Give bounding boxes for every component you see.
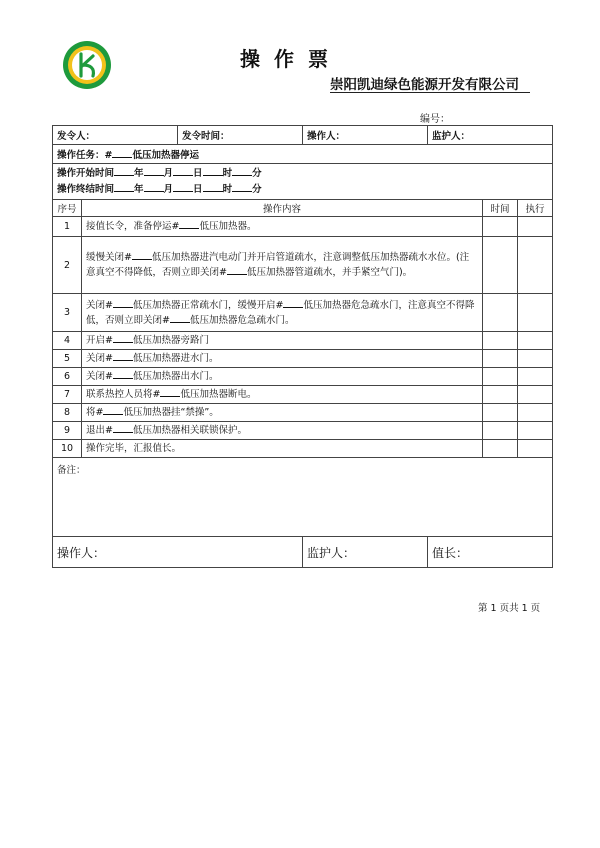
time-cell[interactable] (483, 440, 518, 458)
table-row: 3 关闭# 低压加热器正常疏水门，缓慢开启# 低压加热器危急疏水门，注意真空不得降低，否则立即关闭# 低压加热器危急疏水门。 (53, 294, 553, 332)
exec-cell[interactable] (518, 368, 553, 386)
time-cell[interactable] (483, 237, 518, 294)
time-fields (53, 164, 553, 200)
task-row (53, 145, 553, 164)
time-cell[interactable] (483, 350, 518, 368)
table-row: 5 关闭# 低压加热器进水门。 (53, 350, 553, 368)
table-row: 4 开启# 低压加热器旁路门 (53, 332, 553, 350)
header-info-row (53, 126, 553, 145)
notes-row (53, 458, 553, 537)
shift-leader-signature[interactable]: 值长： (428, 537, 553, 568)
task-name: 低压加热器停运 (132, 150, 199, 161)
table-row: 8 将# 低压加热器挂“禁操”。 (53, 404, 553, 422)
time-cell[interactable] (483, 368, 518, 386)
time-cell[interactable] (483, 386, 518, 404)
time-cell[interactable] (483, 332, 518, 350)
col-exec-header: 执行 (518, 200, 553, 217)
page-number: 第 1 页共 1 页 (478, 603, 541, 614)
company-logo (62, 40, 112, 90)
end-time-line[interactable]: 操作终结时间 年 月 日 时 分 (57, 183, 262, 195)
exec-cell[interactable] (518, 350, 553, 368)
exec-cell[interactable] (518, 422, 553, 440)
signature-row (53, 537, 553, 568)
serial-number-label: 编号： (420, 114, 450, 125)
col-content-header: 操作内容 (82, 200, 483, 217)
operator-field[interactable]: 操作人： (303, 126, 428, 145)
task-unit-blank[interactable] (112, 148, 132, 158)
issuer-field[interactable]: 发令人： (53, 126, 178, 145)
notes-field[interactable]: 备注： (53, 458, 553, 537)
operation-ticket-table (52, 125, 553, 568)
exec-cell[interactable] (518, 217, 553, 237)
issue-time-field[interactable]: 发令时间： (178, 126, 303, 145)
col-time-header: 时间 (483, 200, 518, 217)
exec-cell[interactable] (518, 294, 553, 332)
header-rule (330, 92, 530, 93)
exec-cell[interactable] (518, 440, 553, 458)
time-cell[interactable] (483, 294, 518, 332)
supervisor-field[interactable]: 监护人： (428, 126, 553, 145)
table-row: 10 操作完毕，汇报值长。 (53, 440, 553, 458)
time-cell[interactable] (483, 404, 518, 422)
operator-signature[interactable]: 操作人： (53, 537, 303, 568)
exec-cell[interactable] (518, 386, 553, 404)
time-row (53, 164, 553, 200)
table-row: 2 缓慢关闭# 低压加热器进汽电动门并开启管道疏水，注意调整低压加热器疏水水位。(注意真空不得降低，否则立即关闭# 低压加热器管道疏水，并手紧空气门)。 (53, 237, 553, 294)
task-label: 操作任务：# (57, 150, 113, 161)
time-cell[interactable] (483, 217, 518, 237)
exec-cell[interactable] (518, 404, 553, 422)
table-row: 9 退出# 低压加热器相关联锁保护。 (53, 422, 553, 440)
supervisor-signature[interactable]: 监护人： (303, 537, 428, 568)
document-title: 操作票 (240, 47, 342, 71)
time-cell[interactable] (483, 422, 518, 440)
start-time-line[interactable]: 操作开始时间 年 月 日 时 分 (57, 167, 262, 179)
col-seq-header: 序号 (53, 200, 82, 217)
company-name: 崇阳凯迪绿色能源开发有限公司 (330, 77, 519, 93)
table-row: 6 关闭# 低压加热器出水门。 (53, 368, 553, 386)
table-row: 7 联系热控人员将# 低压加热器断电。 (53, 386, 553, 404)
column-header-row (53, 200, 553, 217)
exec-cell[interactable] (518, 332, 553, 350)
table-row: 1 接值长令，准备停运# 低压加热器。 (53, 217, 553, 237)
task-field[interactable] (53, 145, 553, 164)
exec-cell[interactable] (518, 237, 553, 294)
